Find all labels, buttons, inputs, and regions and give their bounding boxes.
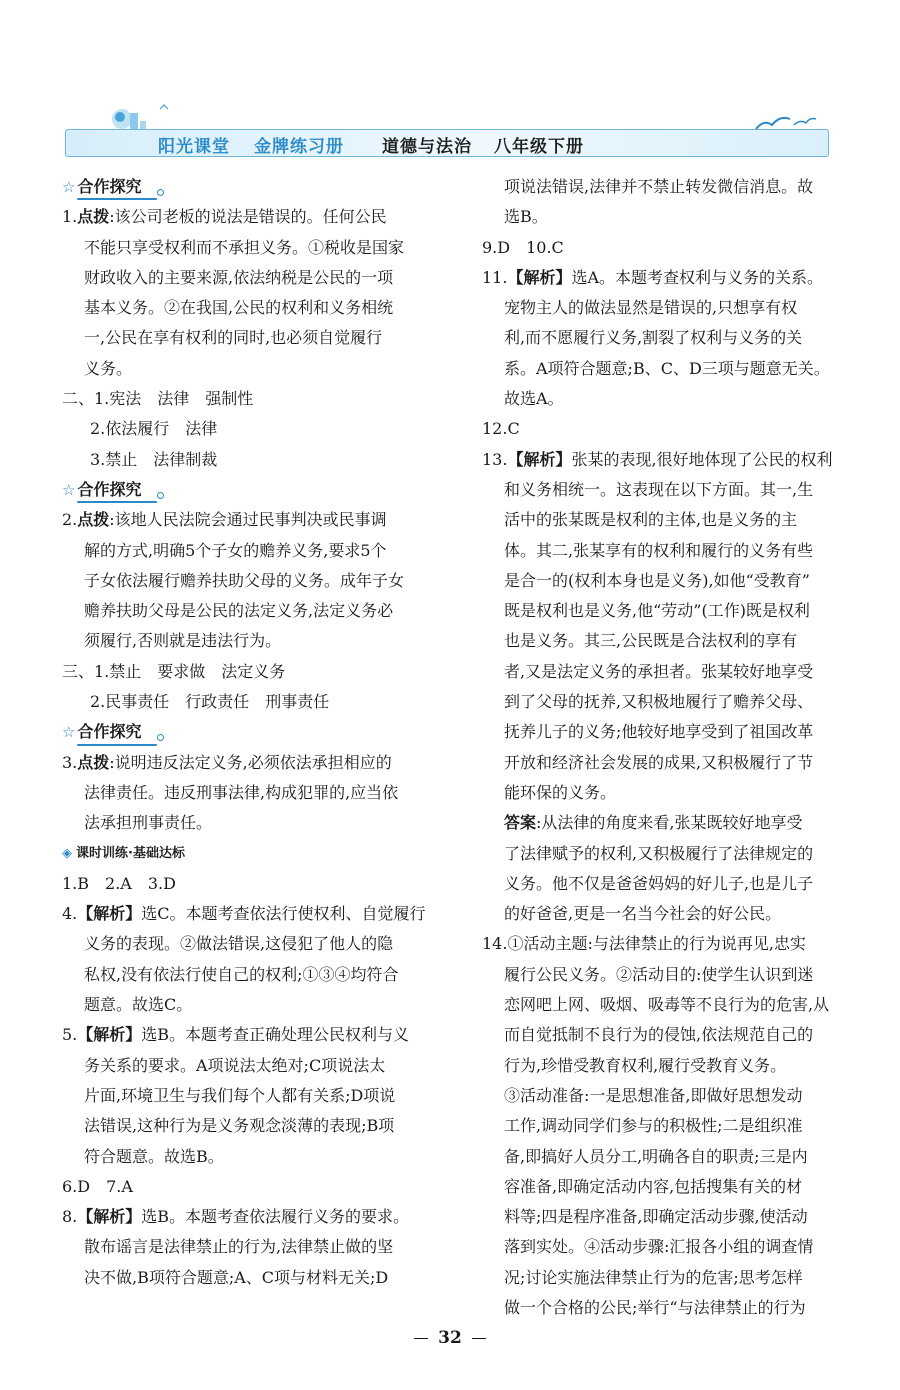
text-line: 解的方式,明确5个子女的赡养义务,要求5个 xyxy=(84,540,387,560)
answer-line xyxy=(482,445,842,475)
text-line: 题意。故选C。 xyxy=(84,995,193,1015)
item-number: 3. xyxy=(62,752,78,772)
text-line: 系。A项符合题意;B、C、D三项与题意无关。 xyxy=(504,358,830,378)
star-icon: ☆ xyxy=(62,178,76,196)
section-heading xyxy=(62,717,442,747)
item-text: :说明违反法定义务,必须依法承担相应的 xyxy=(109,752,392,772)
answer-line xyxy=(482,929,842,959)
series-title xyxy=(158,132,368,157)
subject: 道德与法治 xyxy=(382,137,472,157)
text-line: 行为,珍惜受教育权利,履行受教育义务。 xyxy=(504,1055,787,1075)
subsection-heading xyxy=(62,839,442,869)
text-line: 须履行,否则就是违法行为。 xyxy=(84,631,282,651)
answer-tag: 答案 xyxy=(504,813,537,833)
section-heading-text: 合作探究 xyxy=(77,717,151,747)
text-line: 9.D 10.C xyxy=(482,237,564,257)
star-icon: ☆ xyxy=(62,480,76,499)
text-line: 况;讨论实施法律禁止行为的危害;思考怎样 xyxy=(504,1267,803,1287)
item-number: 11. xyxy=(482,267,508,287)
text-line: 料等;四是程序准备,即确定活动步骤,使活动 xyxy=(504,1207,808,1227)
text-line: 财政收入的主要来源,依法纳税是公民的一项 xyxy=(84,267,394,287)
text-line: 赡养扶助父母是公民的法定义务,法定义务必 xyxy=(84,601,394,621)
item-tag: 【解析】 xyxy=(507,267,572,287)
item-tag: 点拨 xyxy=(77,752,110,772)
grade: 八年级下册 xyxy=(494,137,584,157)
text-line: 到了父母的抚养,又积极地履行了赡养父母、 xyxy=(504,692,814,712)
page-number xyxy=(0,1328,900,1348)
text-line: 工作,调动同学们参与的积极性;二是组织准 xyxy=(504,1116,803,1136)
item-tag: 【解析】 xyxy=(77,1207,142,1227)
text-line: 容准备,即确定活动内容,包括搜集有关的材 xyxy=(504,1176,803,1196)
text-line: 故选A。 xyxy=(504,389,564,409)
dot-icon xyxy=(157,189,164,196)
text-line: 符合题意。故选B。 xyxy=(84,1146,224,1166)
book-icon: ◈ xyxy=(62,845,72,861)
text-line: 片面,环境卫生与我们每个人都有关系;D项说 xyxy=(84,1085,396,1105)
section-heading xyxy=(62,475,442,505)
text-line: 散布谣言是法律禁止的行为,法律禁止做的坚 xyxy=(84,1237,394,1257)
page-number-text: 32 xyxy=(438,1328,462,1348)
text-line: 子女依法履行赡养扶助父母的义务。成年子女 xyxy=(84,570,405,590)
text-line: 决不做,B项符合题意;A、C项与材料无关;D xyxy=(84,1267,389,1287)
text-line: ③活动准备:一是思想准备,即做好思想发动 xyxy=(504,1085,803,1105)
item-text: 选B。本题考查依法履行义务的要求。 xyxy=(141,1207,410,1227)
text-line: 法承担刑事责任。 xyxy=(84,813,213,833)
text-line: 一,公民在享有权利的同时,也必须自觉履行 xyxy=(84,328,383,348)
text-line: 能环保的义务。 xyxy=(504,782,617,802)
item-text: 选A。本题考查权利与义务的关系。 xyxy=(571,267,824,287)
answer-line xyxy=(62,748,442,778)
item-number: 1. xyxy=(62,207,78,227)
text-line: 活中的张某既是权利的主体,也是义务的主 xyxy=(504,510,798,530)
item-number: 2. xyxy=(62,510,78,530)
answer-line xyxy=(62,505,442,535)
section-heading-text: 合作探究 xyxy=(77,172,151,202)
birds-icon xyxy=(750,109,820,139)
text-line: 12.C xyxy=(482,419,520,439)
text-line: 6.D 7.A xyxy=(62,1176,133,1196)
item-number: 5. xyxy=(62,1025,78,1045)
answer-line xyxy=(482,808,842,838)
item-tag: 【解析】 xyxy=(77,904,142,924)
text-line: 了法律赋予的权利,又积极履行了法律规定的 xyxy=(504,843,814,863)
text-line: 是合一的(权利本身也是义务),如他“受教育” xyxy=(504,570,810,590)
dot-icon xyxy=(157,492,164,499)
item-number: 8. xyxy=(62,1207,78,1227)
right-column xyxy=(482,172,842,1323)
answer-line xyxy=(62,1202,442,1232)
item-text: :该地人民法院会通过民事判决或民事调 xyxy=(109,510,387,530)
item-number: 4. xyxy=(62,904,78,924)
text-line: 务关系的要求。A项说法太绝对;C项说法太 xyxy=(84,1055,386,1075)
dot-icon xyxy=(157,734,164,741)
text-line: 不能只享受权利而不承担义务。①税收是国家 xyxy=(84,237,405,257)
text-line: 3.禁止 法律制裁 xyxy=(90,449,218,469)
text-line: 利,而不愿履行义务,割裂了权利与义务的关 xyxy=(504,328,803,348)
text-line: 选B。 xyxy=(504,207,548,227)
text-line: 抚养儿子的义务;他较好地享受到了祖国改革 xyxy=(504,722,814,742)
series-name-2: 金牌练习册 xyxy=(254,137,344,157)
answer-line xyxy=(62,1020,442,1050)
text-line: 2.依法履行 法律 xyxy=(90,419,218,439)
text-line: 项说法错误,法律并不禁止转发微信消息。故 xyxy=(504,177,814,196)
text-line: 也是义务。其三,公民既是合法权利的享有 xyxy=(504,631,798,651)
text-line: 备,即搞好人员分工,明确各自的职责;三是内 xyxy=(504,1146,808,1166)
text-line: 而自觉抵制不良行为的侵蚀,依法规范自己的 xyxy=(504,1025,814,1045)
text-line: 法律责任。违反刑事法律,构成犯罪的,应当依 xyxy=(84,782,399,802)
text-line: 做一个合格的公民;举行“与法律禁止的行为 xyxy=(504,1297,806,1317)
text-line: 二、1.宪法 法律 强制性 xyxy=(62,389,254,409)
item-tag: 点拨 xyxy=(77,510,110,530)
text-line: 恋网吧上网、吸烟、吸毒等不良行为的危害,从 xyxy=(504,995,830,1015)
item-text: ①活动主题:与法律禁止的行为说再见,忠实 xyxy=(507,934,806,954)
book-title xyxy=(382,132,606,157)
item-tag: 点拨 xyxy=(77,207,110,227)
item-text: :从法律的角度来看,张某既较好地享受 xyxy=(536,813,803,833)
item-text: 张某的表现,很好地体现了公民的权利 xyxy=(571,449,833,469)
item-text: 选C。本题考查依法行使权利、自觉履行 xyxy=(141,904,426,924)
text-line: 开放和经济社会发展的成果,又积极履行了节 xyxy=(504,752,814,772)
answer-line xyxy=(62,202,442,232)
text-line: 法错误,这种行为是义务观念淡薄的表现;B项 xyxy=(84,1116,395,1136)
text-line: 既是权利也是义务,他“劳动”(工作)既是权利 xyxy=(504,601,810,621)
text-line: 履行公民义务。②活动目的:使学生认识到迷 xyxy=(504,964,814,984)
subsection-heading-text: 课时训练·基础达标 xyxy=(76,845,185,861)
text-line: 的好爸爸,更是一名当今社会的好公民。 xyxy=(504,904,782,924)
answer-line xyxy=(482,263,842,293)
text-line: 体。其二,张某享有的权利和履行的义务有些 xyxy=(504,540,814,560)
text-line: 2.民事责任 行政责任 刑事责任 xyxy=(90,692,330,712)
section-heading-text: 合作探究 xyxy=(77,475,151,505)
text-line: 义务。他不仅是爸爸妈妈的好儿子,也是儿子 xyxy=(504,873,814,893)
left-column xyxy=(62,172,442,1293)
item-tag: 【解析】 xyxy=(507,449,572,469)
text-line: 基本义务。②在我国,公民的权利和义务相统 xyxy=(84,298,394,318)
text-line: 义务。 xyxy=(84,358,133,378)
text-line: 私权,没有依法行使自己的权利;①③④均符合 xyxy=(84,964,399,984)
item-text: 选B。本题考查正确处理公民权利与义 xyxy=(141,1025,410,1045)
star-icon: ☆ xyxy=(62,723,76,742)
page-header xyxy=(60,95,830,165)
item-number: 13. xyxy=(482,449,508,469)
text-line: 三、1.禁止 要求做 法定义务 xyxy=(62,661,286,681)
item-tag: 【解析】 xyxy=(77,1025,142,1045)
section-heading xyxy=(62,172,442,202)
text-line: 落到实处。④活动步骤:汇报各小组的调查情 xyxy=(504,1237,814,1257)
text-line: 义务的表现。②做法错误,这侵犯了他人的隐 xyxy=(84,934,394,954)
item-text: :该公司老板的说法是错误的。任何公民 xyxy=(109,207,387,227)
series-name-1: 阳光课堂 xyxy=(158,137,230,157)
text-line: 和义务相统一。这表现在以下方面。其一,生 xyxy=(504,479,814,499)
text-line: 者,又是法定义务的承担者。张某较好地享受 xyxy=(504,661,814,681)
item-number: 14. xyxy=(482,934,508,954)
text-line: 宠物主人的做法显然是错误的,只想享有权 xyxy=(504,298,798,318)
answer-line xyxy=(62,899,442,929)
text-line: 1.B 2.A 3.D xyxy=(62,873,176,893)
